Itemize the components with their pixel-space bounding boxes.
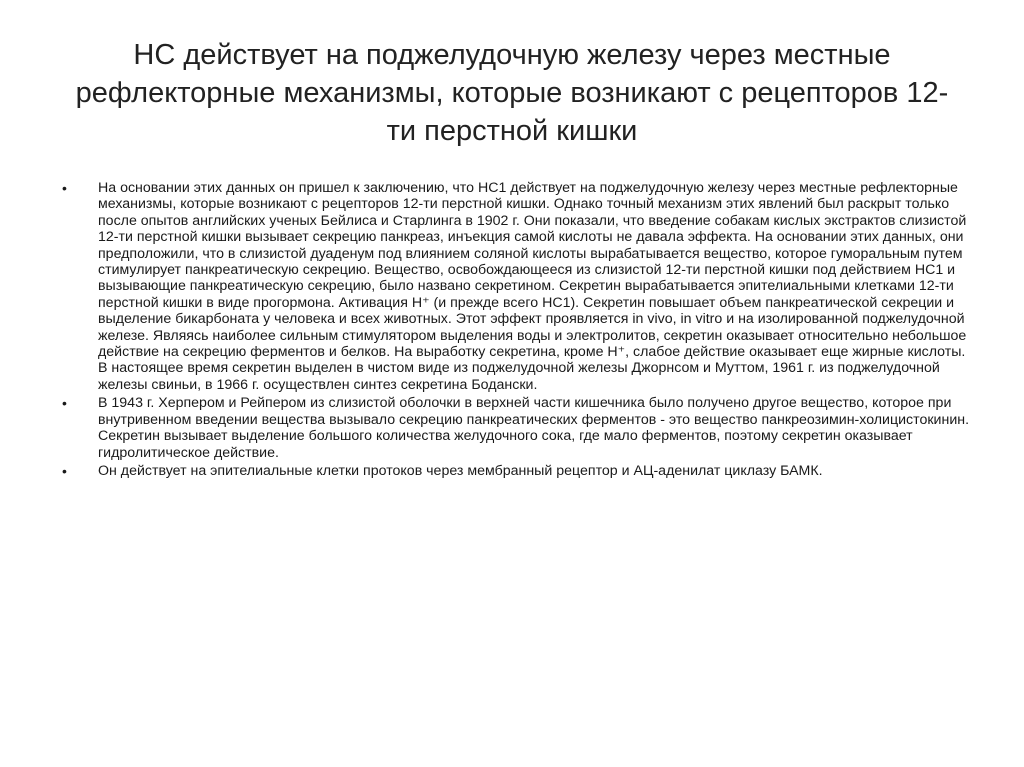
- bullet-item-3: [60, 463, 970, 479]
- bullet-dot-icon: •: [62, 395, 67, 412]
- bullet-text-1: На основании этих данных он пришел к заключению, что НС1 действует на поджелудочную железу через местные рефлекторные механизмы, которые возникают с рецепторов 12-ти перстной кишки. Однако точный механизм этих явлений был раскрыт только после опытов английских ученых Бейлиса и Старлинга в 1902 г. Они показали, что введение собакам кислых экстрактов слизистой 12-ти перстной кишки вызывает секрецию панкреаз, инъекция самой кислоты не давала эффекта. На основании этих данных, они предположили, что в слизистой дуаденум под влиянием соляной кислоты вырабатывается вещество, которое гуморальным путем стимулирует панкреатическую секрецию. Вещество, освобождающееся из слизистой 12-ти перстной кишки под действием НС1 и вызывающие панкреатическую секрецию, было названо секретином. Секретин вырабатывается эпителиальными клетками 12-ти перстной кишки в виде прогормона. Активация Н⁺ (и прежде всего НС1). Секретин повышает объем панкреатической секреции и выделение бикарбоната у человека и всех животных. Этот эффект проявляется in vivo, in vitro и на изолированной поджелудочной железе. Являясь наиболее сильным стимулятором выделения воды и электролитов, секретин оказывает относительно небольшое действие на секрецию ферментов и белков. На выработку секретина, кроме Н⁺, слабое действие оказывает еще жирные кислоты. В настоящее время секретин выделен в чистом виде из поджелудочной железы Джорнсом и Муттом, 1961 г. из поджелудочной железы свиньи, в 1966 г. осуществлен синтез секретина Бодански.: [98, 180, 967, 393]
- bullet-text-3: Он действует на эпителиальные клетки протоков через мембранный рецептор и АЦ-аденилат циклазу БАМК.: [98, 462, 823, 479]
- bullet-item-1: [60, 180, 970, 393]
- bullet-text-2: В 1943 г. Херпером и Рейпером из слизистой оболочки в верхней части кишечника было получено другое вещество, которое при внутривенном введении вещества вызывало секрецию панкреатических ферментов - это вещество панкреозимин-холицистокинин. Секретин вызывает выделение большого количества желудочного сока, где мало ферментов, поэтому секретин оказывает гидролитическое действие.: [98, 395, 970, 461]
- bullet-dot-icon: •: [62, 180, 67, 196]
- slide-title: НС действует на поджелудочную железу через местные рефлекторные механизмы, которые возникают с рецепторов 12-ти перстной кишки: [75, 39, 949, 147]
- bullet-item-2: [60, 395, 970, 461]
- bullet-list: [60, 180, 970, 481]
- bullet-dot-icon: •: [62, 462, 67, 479]
